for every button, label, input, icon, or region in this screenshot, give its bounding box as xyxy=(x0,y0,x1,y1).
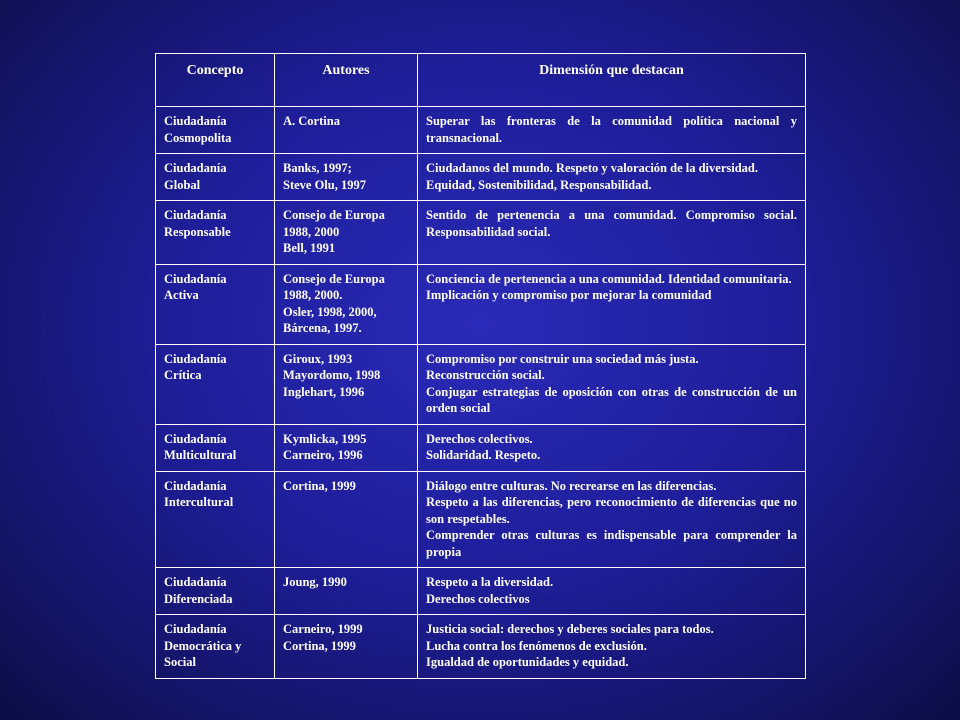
autores-line: Carneiro, 1996 xyxy=(283,448,363,462)
dimension-line: Justicia social: derechos y deberes sociales para todos. xyxy=(426,622,714,636)
autores-line: Carneiro, 1999 xyxy=(283,622,363,636)
table-body xyxy=(156,107,806,679)
autores-cell xyxy=(275,424,418,471)
dimension-line: Conjugar estrategias de oposición con otras de construcción de un orden social xyxy=(426,384,797,415)
table-row xyxy=(156,615,806,679)
autores-cell xyxy=(275,615,418,679)
concepto-line: Democrática y xyxy=(164,638,242,653)
table-row xyxy=(156,264,806,344)
concepto-cell xyxy=(156,424,275,471)
dimension-cell xyxy=(418,154,806,201)
autores-line: Cortina, 1999 xyxy=(283,638,356,653)
autores-line: Giroux, 1993 xyxy=(283,351,353,366)
concepto-line: Ciudadanía xyxy=(164,161,227,175)
citizenship-concepts-table xyxy=(155,53,806,679)
header-row xyxy=(156,54,806,107)
autores-line: Cortina, 1999 xyxy=(283,478,356,493)
concepto-line: Global xyxy=(164,177,201,192)
autores-line: Steve Olu, 1997 xyxy=(283,177,366,192)
autores-line: 1988, 2000. xyxy=(283,288,343,302)
dimension-line: Derechos colectivos xyxy=(426,591,530,606)
concepto-line: Crítica xyxy=(164,368,202,382)
autores-cell xyxy=(275,154,418,201)
dimension-line: Compromiso por construir una sociedad más justa. xyxy=(426,351,699,366)
table-row xyxy=(156,201,806,265)
concepto-line: Diferenciada xyxy=(164,591,233,606)
autores-line: Mayordomo, 1998 xyxy=(283,368,381,382)
dimension-cell xyxy=(418,471,806,568)
dimension-line: Diálogo entre culturas. No recrearse en las diferencias. xyxy=(426,478,717,493)
concepto-line: Multicultural xyxy=(164,448,237,462)
dimension-cell xyxy=(418,615,806,679)
concepto-cell xyxy=(156,471,275,568)
autores-line: Joung, 1990 xyxy=(283,575,347,589)
table-row xyxy=(156,154,806,201)
dimension-line: Derechos colectivos. xyxy=(426,431,533,446)
concepto-cell xyxy=(156,568,275,615)
concepto-cell xyxy=(156,154,275,201)
autores-cell xyxy=(275,264,418,344)
concepto-line: Ciudadanía xyxy=(164,431,227,446)
dimension-line: Respeto a las diferencias, pero reconocimiento de diferencias que no son respetables. xyxy=(426,495,797,526)
autores-line: Inglehart, 1996 xyxy=(283,384,365,399)
concepto-line: Ciudadanía xyxy=(164,208,227,222)
table-row xyxy=(156,424,806,471)
autores-line: Banks, 1997; xyxy=(283,161,352,175)
concepto-line: Ciudadanía xyxy=(164,622,227,636)
autores-cell xyxy=(275,201,418,265)
dimension-cell xyxy=(418,264,806,344)
table-row xyxy=(156,107,806,154)
dimension-line: Equidad, Sostenibilidad, Responsabilidad. xyxy=(426,177,652,192)
concepto-cell xyxy=(156,201,275,265)
dimension-line: Lucha contra los fenómenos de exclusión. xyxy=(426,638,647,653)
concepto-line: Ciudadanía xyxy=(164,271,227,286)
autores-line: Bárcena, 1997. xyxy=(283,321,362,335)
concepto-cell xyxy=(156,107,275,154)
dimension-line: Superar las fronteras de la comunidad política nacional y transnacional. xyxy=(426,114,797,145)
header-concepto: Concepto xyxy=(156,54,275,107)
dimension-line: Solidaridad. Respeto. xyxy=(426,448,541,462)
dimension-cell xyxy=(418,424,806,471)
concepto-line: Ciudadanía xyxy=(164,114,227,128)
dimension-cell xyxy=(418,568,806,615)
autores-line: Kymlicka, 1995 xyxy=(283,431,367,446)
dimension-line: Respeto a la diversidad. xyxy=(426,575,554,589)
autores-line: Bell, 1991 xyxy=(283,241,336,255)
table-row xyxy=(156,471,806,568)
header-autores: Autores xyxy=(275,54,418,107)
dimension-line: Reconstrucción social. xyxy=(426,368,545,382)
table-row xyxy=(156,344,806,424)
table-row xyxy=(156,568,806,615)
header-dimension: Dimensión que destacan xyxy=(418,54,806,107)
dimension-line: Ciudadanos del mundo. Respeto y valoración de la diversidad. xyxy=(426,161,758,175)
concepto-line: Ciudadanía xyxy=(164,478,227,493)
concepto-line: Social xyxy=(164,655,196,669)
autores-cell xyxy=(275,107,418,154)
concepto-cell xyxy=(156,344,275,424)
concepto-cell xyxy=(156,264,275,344)
concepto-line: Ciudadanía xyxy=(164,351,227,366)
concepto-cell xyxy=(156,615,275,679)
autores-cell xyxy=(275,568,418,615)
autores-line: 1988, 2000 xyxy=(283,224,340,239)
dimension-line: Conciencia de pertenencia a una comunidad. Identidad comunitaria. xyxy=(426,271,792,286)
autores-cell xyxy=(275,344,418,424)
concepto-line: Responsable xyxy=(164,224,231,239)
dimension-line: Implicación y compromiso por mejorar la comunidad xyxy=(426,288,712,302)
concepto-line: Activa xyxy=(164,288,199,302)
autores-line: A. Cortina xyxy=(283,114,340,128)
dimension-cell xyxy=(418,344,806,424)
concepto-line: Ciudadanía xyxy=(164,575,227,589)
dimension-line: Comprender otras culturas es indispensable para comprender la propia xyxy=(426,528,797,559)
autores-line: Consejo de Europa xyxy=(283,208,385,222)
concepto-line: Intercultural xyxy=(164,495,234,509)
dimension-line: Igualdad de oportunidades y equidad. xyxy=(426,655,629,669)
concepto-line: Cosmopolita xyxy=(164,130,232,145)
autores-line: Consejo de Europa xyxy=(283,271,385,286)
autores-line: Osler, 1998, 2000, xyxy=(283,304,377,319)
dimension-cell xyxy=(418,201,806,265)
autores-cell xyxy=(275,471,418,568)
dimension-cell xyxy=(418,107,806,154)
dimension-line: Sentido de pertenencia a una comunidad. Compromiso social. Responsabilidad social. xyxy=(426,208,797,239)
